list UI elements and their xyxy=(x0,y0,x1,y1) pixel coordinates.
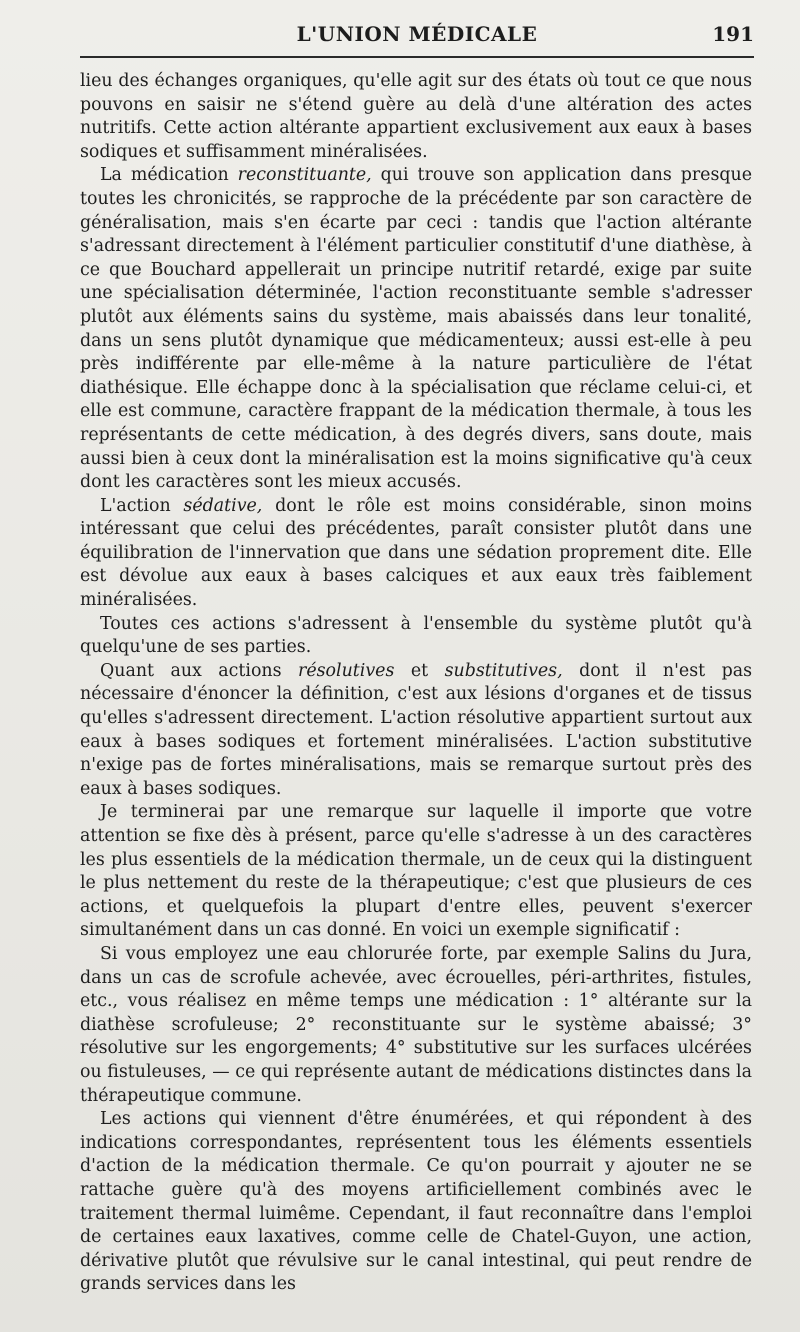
emphasized-term: substitutives, xyxy=(444,660,563,681)
text-run: et xyxy=(394,660,445,681)
paragraph xyxy=(80,660,752,802)
paragraph xyxy=(80,943,752,1108)
text-run: Les actions qui viennent d'être énumérées, et qui répondent à des indications correspondantes, représentent tous les éléments essentiels d'action de la médication thermale. Ce qu'on pourrait y ajouter ne se rattache guère qu'à des moyens artificiellement combinés avec le traitement thermal luimême. Cependant, il faut reconnaître dans l'emploi de certaines eaux laxatives, comme celle de Chatel-Guyon, une action, dérivative plutôt que révulsive sur le canal intestinal, qui peut rendre de grands services dans les xyxy=(80,1109,752,1295)
text-run: Si vous employez une eau chlorurée forte, par exemple Salins du Jura, dans un cas de scrofule achevée, avec écrouelles, péri-arthrites, fistules, etc., vous réalisez en même temps une médication : 1° altérante sur la diathèse scrofuleuse; 2° reconstituante sur le système abaissé; 3° résolutive sur les engorgements; 4° substitutive sur les surfaces ulcérées ou fistuleuses, — ce qui représente autant de médications distinctes dans la thérapeutique commune. xyxy=(80,943,752,1106)
paragraph xyxy=(80,70,752,164)
text-run: lieu des échanges organiques, qu'elle agit sur des états où tout ce que nous pouvons en saisir ne s'étend guère au delà d'une altération des actes nutritifs. Cette action altérante appartient exclusivement aux eaux à bases sodiques et suffisamment minéralisées. xyxy=(80,71,752,162)
emphasized-term: reconstituante, xyxy=(237,165,372,186)
text-run: L'action xyxy=(100,495,184,516)
text-run: Quant aux actions xyxy=(100,660,299,681)
page-number: 191 xyxy=(712,22,754,46)
body-text xyxy=(80,70,752,1297)
paragraph xyxy=(80,613,752,660)
text-run: La médication xyxy=(100,165,238,186)
text-run: dont il n'est pas nécessaire d'énoncer la définition, c'est aux lésions d'organes et de tissus qu'elles s'adressent directement. L'action résolutive appartient surtout aux eaux à bases sodiques et fortement minéralisées. L'action substitutive n'exige pas de fortes minéralisations, mais se remarque surtout près des eaux à bases sodiques. xyxy=(80,660,753,799)
text-run: Je terminerai par une remarque sur laquelle il importe que votre attention se fixe dès à présent, parce qu'elle s'adresse à un des caractères les plus essentiels de la médication thermale, un de ceux qui la distinguent le plus nettement du reste de la thérapeutique; c'est que plusieurs de ces actions, et quelquefois la plupart d'entre elles, peuvent s'exercer simultanément dans un cas donné. En voici un exemple significatif : xyxy=(80,802,752,941)
header-rule xyxy=(80,56,754,58)
running-title: L'UNION MÉDICALE xyxy=(296,22,538,46)
text-run: Toutes ces actions s'adressent à l'ensemble du système plutôt qu'à quelqu'une de ses parties. xyxy=(80,613,752,658)
paragraph xyxy=(80,495,752,613)
text-run: dont le rôle est moins considérable, sinon moins intéressant que celui des précédentes, paraît consister plutôt dans une équilibration de l'innervation que dans une sédation proprement dite. Elle est dévolue aux eaux à bases calciques et aux eaux très faiblement minéralisées. xyxy=(80,495,753,611)
emphasized-term: résolutives xyxy=(298,660,395,681)
paragraph xyxy=(80,1108,752,1297)
text-run: qui trouve son application dans presque toutes les chronicités, se rapproche de la précédente par son caractère de généralisation, mais s'en écarte par ceci : tandis que l'action altérante s'adressant directement à l'élément particulier constitutif d'une diathèse, à ce que Bouchard appellerait un principe nutritif retardé, exige par suite une spécialisation déterminée, l'action reconstituante semble s'adresser plutôt aux éléments sains du système, mais abaissés dans leur tonalité, dans un sens plutôt dynamique que médicamenteux; aussi est-elle à peu près indifférente par elle-même à la nature particulière de l'état diathésique. Elle échappe donc à la spécialisation que réclame celui-ci, et elle est commune, caractère frappant de la médication thermale, à tous les représentants de cette médication, à des degrés divers, sans doute, mais aussi bien à ceux dont la minéralisation est la moins significative qu'à ceux dont les caractères sont les mieux accusés. xyxy=(80,165,753,493)
page-header xyxy=(80,20,754,50)
emphasized-term: sédative, xyxy=(183,495,263,516)
paragraph xyxy=(80,801,752,943)
paragraph xyxy=(80,164,752,494)
